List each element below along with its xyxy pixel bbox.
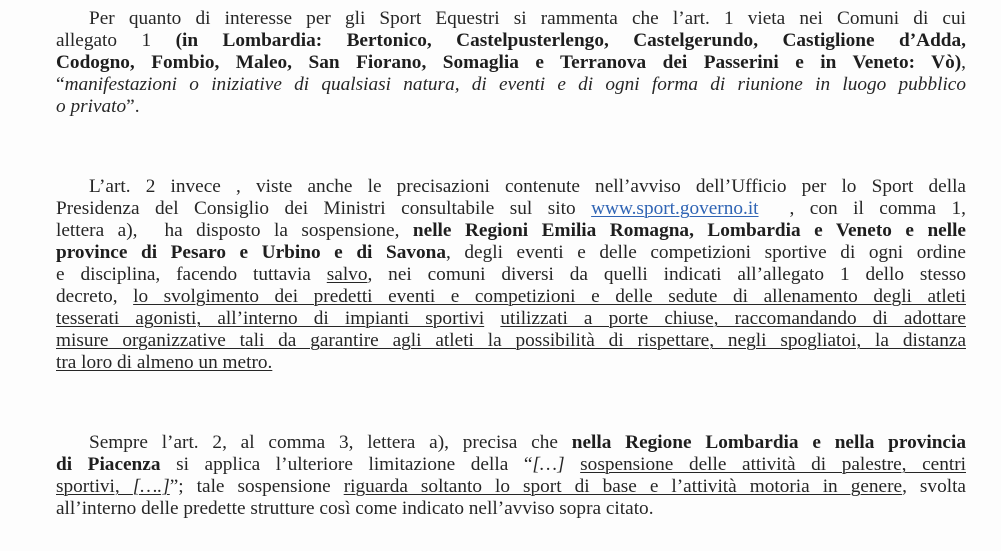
text-run: si applica l’ulteriore limitazione della “ (160, 454, 533, 475)
italic-quote: o privato (56, 96, 127, 117)
text-run: , (961, 52, 966, 73)
italic-ellipsis: [….] (132, 476, 170, 497)
bold-text-lombardia-comuni: (in Lombardia: Bertonico, Castelpusterlengo, Castelgerundo, Castiglione d’Adda, (175, 30, 966, 51)
underlined-text: riguarda soltanto lo sport di base e l’attività motoria in genere (343, 476, 903, 497)
text-run: ”. (126, 96, 140, 117)
text-line (56, 286, 966, 308)
underlined-text: lo svolgimento dei predetti eventi e competizioni e delle sedute di allenamento degli atleti (133, 286, 966, 307)
text-line (56, 198, 966, 220)
text-run: , svolta (902, 476, 966, 497)
text-line (56, 476, 966, 498)
bold-text-province: province di Pesaro e Urbino e di Savona (56, 242, 446, 263)
text-run: L’art. 2 invece , viste anche le precisazioni contenute nell’avviso dell’Ufficio per lo Sport della (89, 176, 966, 197)
text-line (56, 220, 966, 242)
italic-quote: manifestazioni o iniziative di qualsiasi natura, di eventi e di ogni forma di riunione in luogo pubblico (64, 74, 966, 95)
text-line (56, 498, 966, 520)
bold-text-lombardia: nella Regione Lombardia e nella provincia (571, 432, 966, 453)
text-line (56, 308, 966, 330)
text-run (565, 454, 581, 475)
text-line (56, 432, 966, 454)
text-line (56, 454, 966, 476)
italic-ellipsis: […] (532, 454, 565, 475)
text-line (56, 242, 966, 264)
underlined-text: misure organizzative tali da garantire agli atleti la possibilità di rispettare, negli spogliatoi, la distanza (56, 330, 966, 351)
text-run: , nei comuni diversi da quelli indicati all’allegato 1 dello stesso (367, 264, 966, 285)
text-run: e disciplina, facendo tuttavia (56, 264, 327, 285)
text-run: all’interno delle predette strutture così come indicato nell’avviso sopra citato. (56, 498, 654, 519)
text-run: Sempre l’art. 2, al comma 3, lettera a), precisa che (89, 432, 572, 453)
text-line (56, 30, 966, 52)
text-run: “ (56, 74, 65, 95)
underlined-text: tesserati agonisti, all’interno di impianti sportivi (56, 308, 485, 329)
underlined-text: sospensione delle attività di palestre, centri (580, 454, 966, 475)
bold-text-comuni-list: Codogno, Fombio, Maleo, San Fiorano, Somaglia e Terranova dei Passerini e in Veneto: Vò) (56, 52, 962, 73)
underlined-text-salvo: salvo (326, 264, 368, 285)
text-run: decreto, (56, 286, 134, 307)
text-run: allegato 1 (56, 30, 176, 51)
text-run: Presidenza del Consiglio dei Ministri consultabile sul sito (56, 198, 592, 219)
sport-governo-link[interactable]: www.sport.governo.it (591, 198, 759, 219)
text-run: ”; tale sospensione (169, 476, 344, 497)
text-line (56, 96, 966, 118)
text-run: Per quanto di interesse per gli Sport Equestri si rammenta che l’art. 1 vieta nei Comuni di cui (89, 8, 966, 29)
text-line (56, 176, 966, 198)
bold-text-regioni: nelle Regioni Emilia Romagna, Lombardia e Veneto e nelle (412, 220, 966, 241)
text-line (56, 74, 966, 96)
bold-text-piacenza: di Piacenza (56, 454, 161, 475)
underlined-text: utilizzati a porte chiuse, raccomandando di adottare (500, 308, 966, 329)
text-line (56, 264, 966, 286)
text-line (56, 8, 966, 30)
text-line (56, 330, 966, 352)
text-line (56, 352, 966, 374)
text-line (56, 52, 966, 74)
text-run: , con il comma 1, (758, 198, 966, 219)
underlined-text: tra loro di almeno un metro. (56, 352, 273, 373)
text-run: lettera a), ha disposto la sospensione, (56, 220, 413, 241)
text-run: , degli eventi e delle competizioni sportive di ogni ordine (445, 242, 966, 263)
underlined-text: sportivi, (56, 476, 133, 497)
text-run (484, 308, 500, 329)
